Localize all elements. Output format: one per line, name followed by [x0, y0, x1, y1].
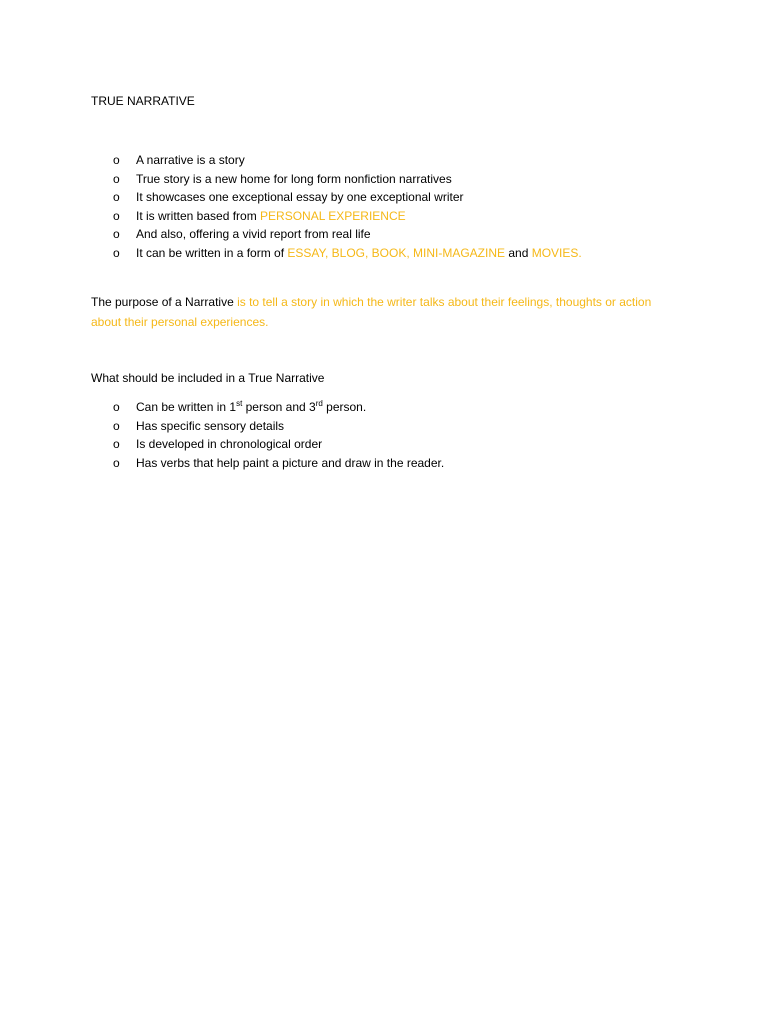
- bullet-marker: o: [113, 245, 120, 260]
- list-item: [91, 244, 582, 263]
- list-item-text: It can be written in a form of: [136, 245, 288, 260]
- bullet-marker: o: [113, 208, 120, 223]
- superscript: rd: [315, 399, 323, 408]
- list-item: [91, 207, 582, 226]
- list-item-text: Is developed in chronological order: [136, 437, 323, 452]
- included-elements-list: [91, 398, 444, 472]
- list-item: [91, 151, 582, 170]
- list-item: [91, 170, 582, 189]
- included-heading: What should be included in a True Narrative: [91, 371, 325, 385]
- list-item-text: Has specific sensory details: [136, 418, 285, 433]
- bullet-marker: o: [113, 153, 120, 167]
- list-item-text: person.: [322, 400, 367, 414]
- highlighted-text: MOVIES.: [531, 245, 582, 260]
- bullet-marker: o: [113, 437, 120, 452]
- bullet-marker: o: [113, 455, 120, 470]
- list-item-text: It showcases one exceptional essay by one exceptional writer: [136, 190, 464, 205]
- list-item-text: It is written based from: [136, 208, 261, 223]
- purpose-highlight: is to tell a story in which the writer talks about their feelings, thoughts or action about their personal experiences.: [91, 295, 652, 329]
- highlighted-text: PERSONAL EXPERIENCE: [260, 208, 406, 223]
- list-item: [91, 188, 582, 207]
- list-item-text: True story is a new home for long form nonfiction narratives: [136, 171, 452, 186]
- bullet-marker: o: [113, 171, 120, 186]
- bullet-marker: o: [113, 400, 120, 414]
- narrative-facts-list: [91, 151, 582, 263]
- list-item-text: and: [505, 245, 532, 260]
- list-item: [91, 417, 444, 436]
- list-item-text: Has verbs that help paint a picture and draw in the reader.: [136, 455, 445, 470]
- bullet-marker: o: [113, 418, 120, 433]
- document-title: TRUE NARRATIVE: [91, 94, 195, 108]
- list-item: [91, 454, 444, 473]
- purpose-prefix: The purpose of a Narrative: [91, 295, 238, 309]
- highlighted-text: ESSAY, BLOG, BOOK, MINI-MAGAZINE: [287, 245, 506, 260]
- purpose-paragraph: [91, 292, 671, 332]
- list-item: [91, 398, 444, 417]
- list-item-text: Can be written in 1: [136, 400, 237, 414]
- list-item-text: person and 3: [242, 400, 316, 414]
- bullet-marker: o: [113, 227, 120, 242]
- list-item: [91, 225, 582, 244]
- list-item-text: A narrative is a story: [136, 153, 245, 167]
- superscript: st: [236, 399, 243, 408]
- list-item-text: And also, offering a vivid report from real life: [136, 227, 371, 242]
- bullet-marker: o: [113, 190, 120, 205]
- list-item: [91, 435, 444, 454]
